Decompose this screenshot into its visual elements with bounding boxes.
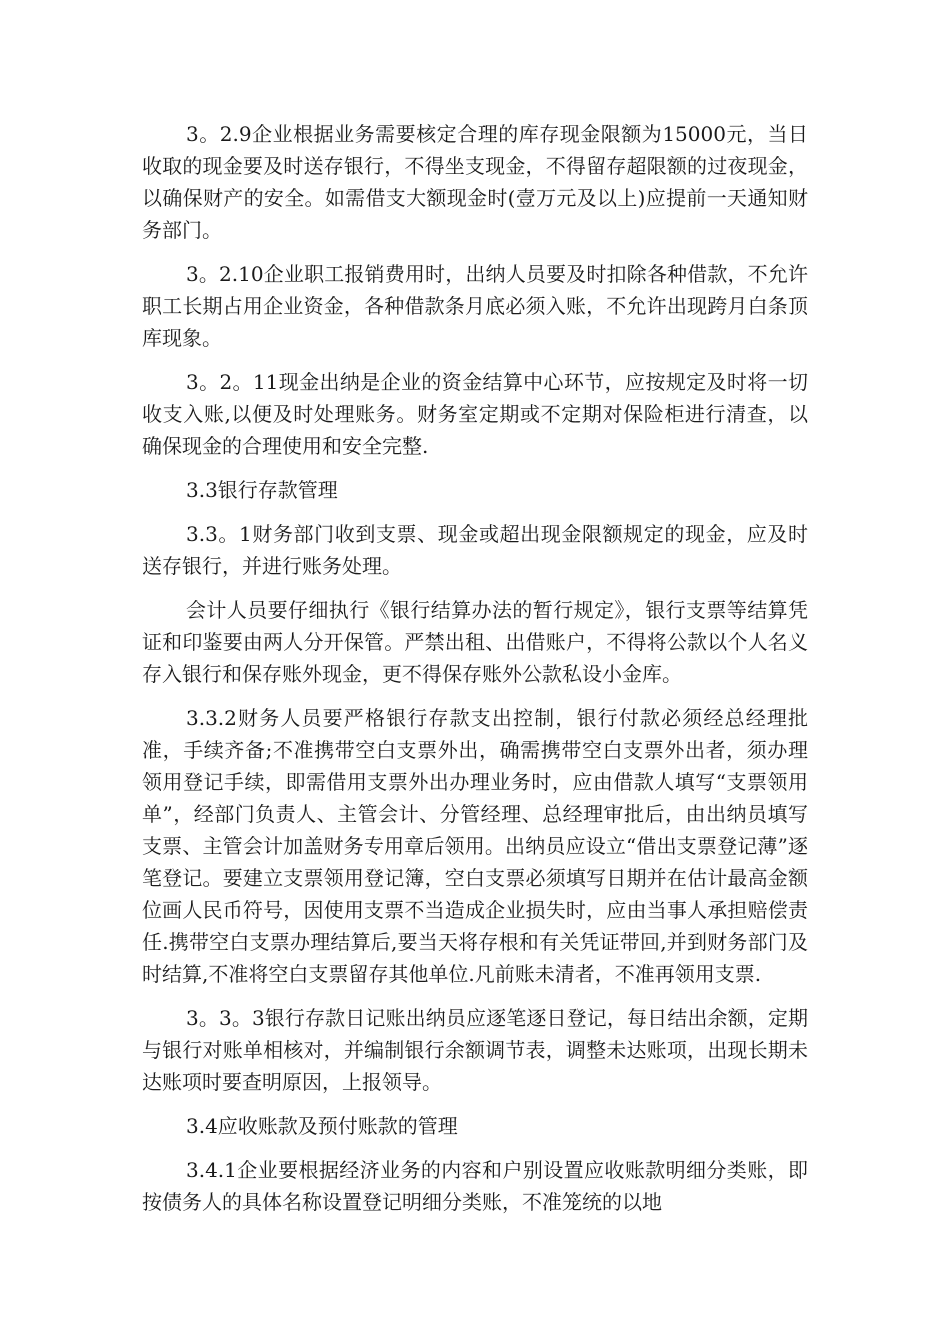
section-heading-3-3: 3.3银行存款管理 (186, 478, 338, 502)
paragraph-3-4-1: 3.4.1企业要根据经济业务的内容和户别设置应收账款明细分类账，即按债务人的具体名称设置登记明细分类账，不准笼统的以地 (142, 1158, 808, 1214)
paragraph-accounting-staff: 会计人员要仔细执行《银行结算办法的暂行规定》，银行支票等结算凭证和印鉴要由两人分开保管。严禁出租、出借账户，不得将公款以个人名义存入银行和保存账外现金，更不得保存账外公款私设小金库。 (142, 598, 808, 686)
paragraph-3-2-9: 3。2.9企业根据业务需要核定合理的库存现金限额为15000元，当日收取的现金要及时送存银行，不得坐支现金，不得留存超限额的过夜现金，以确保财产的安全。如需借支大额现金时(壹万元及以上)应提前一天通知财务部门。 (142, 122, 808, 242)
document-body (142, 118, 808, 1230)
paragraph-3-3-2: 3.3.2财务人员要严格银行存款支出控制，银行付款必须经总经理批准，手续齐备;不准携带空白支票外出，确需携带空白支票外出者，须办理领用登记手续，即需借用支票外出办理业务时，应由借款人填写“支票领用单”，经部门负责人、主管会计、分管经理、总经理审批后，由出纳员填写支票、主管会计加盖财务专用章后领用。出纳员应设立“借出支票登记薄”逐笔登记。要建立支票领用登记簿，空白支票必须填写日期并在估计最高金额位画人民币符号，因使用支票不当造成企业损失时，应由当事人承担赔偿责任.携带空白支票办理结算后,要当天将存根和有关凭证带回,并到财务部门及时结算,不准将空白支票留存其他单位.凡前账未清者，不准再领用支票. (142, 706, 808, 986)
paragraph-3-2-10: 3。2.10企业职工报销费用时，出纳人员要及时扣除各种借款，不允许职工长期占用企业资金，各种借款条月底必须入账，不允许出现跨月白条顶库现象。 (142, 262, 808, 350)
paragraph-3-3-1: 3.3。1财务部门收到支票、现金或超出现金限额规定的现金，应及时送存银行，并进行账务处理。 (142, 522, 808, 578)
paragraph-3-2-11: 3。2。11现金出纳是企业的资金结算中心环节，应按规定及时将一切收支入账,以便及时处理账务。财务室定期或不定期对保险柜进行清查，以确保现金的合理使用和安全完整. (142, 370, 808, 458)
paragraph-3-3-3: 3。3。3银行存款日记账出纳员应逐笔逐日登记，每日结出余额，定期与银行对账单相核对，并编制银行余额调节表，调整未达账项，出现长期未达账项时要查明原因，上报领导。 (142, 1006, 808, 1094)
section-heading-3-4: 3.4应收账款及预付账款的管理 (186, 1114, 458, 1138)
